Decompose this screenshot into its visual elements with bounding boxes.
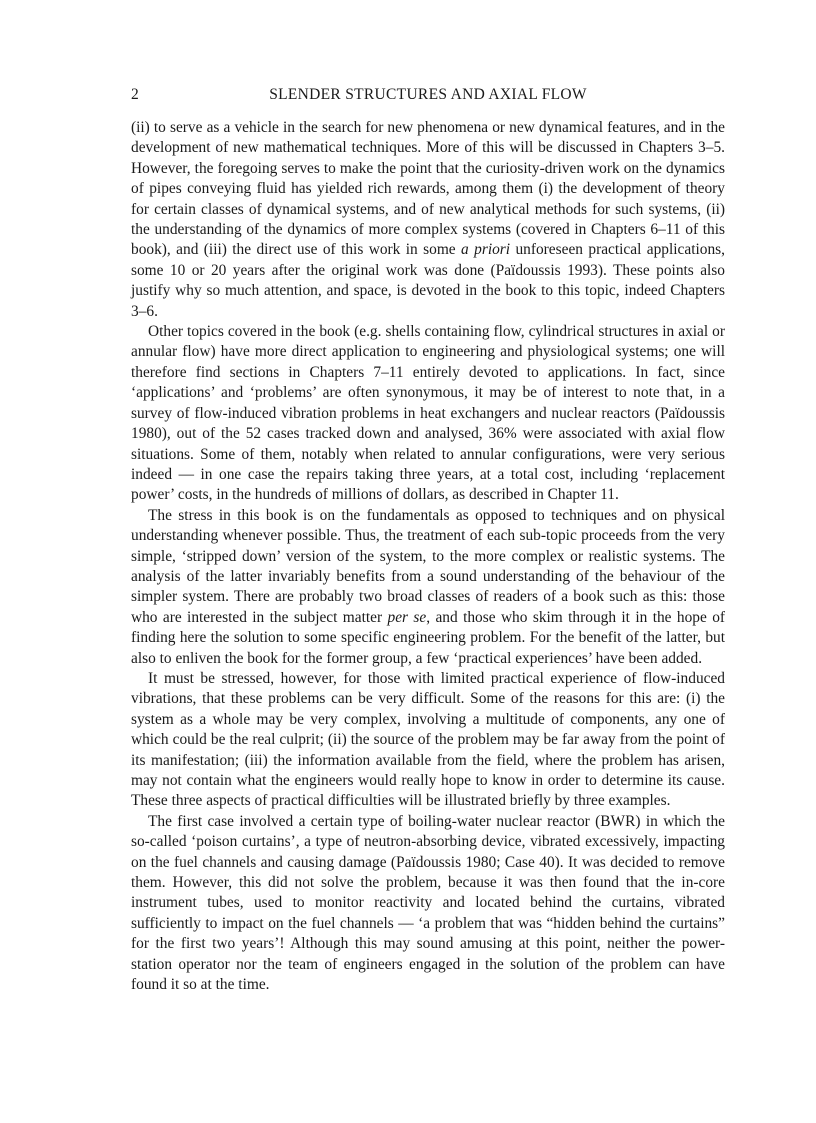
book-page bbox=[131, 84, 725, 995]
italic-term-a-priori: a priori bbox=[461, 241, 511, 259]
running-title: SLENDER STRUCTURES AND AXIAL FLOW bbox=[269, 86, 587, 103]
paragraph-4 bbox=[131, 669, 725, 812]
text-run: The first case involved a certain type of boiling-water nuclear reactor (BWR) in which the so-called ‘poison curtains’, a type of neutron-absorbing device, vibrated excessively, impacting on the fuel channels and causing damage (Païdoussis 1980; Case 40). It was decided to remove them. However, this did not solve the problem, because it was then found that the in-core instrument tubes, used to monitor reactivity and located behind the curtains, vibrated sufficiently to impact on the fuel channels — ‘a problem that was “hidden behind the curtains” for the first two years’! Although this may sound amusing at this point, neither the power-station operator nor the team of engineers engaged in the solution of the problem can have found it so at the time. bbox=[131, 812, 725, 994]
page-number: 2 bbox=[131, 86, 139, 103]
text-run: (ii) to serve as a vehicle in the search for new phenomena or new dynamical features, and in the development of new mathematical techniques. More of this will be discussed in Chapters 3–5. However, the foregoing serves to make the point that the curiosity-driven work on the dynamics of pipes conveying fluid has yielded rich rewards, among them (i) the development of theory for certain classes of dynamical systems, and of new analytical methods for such systems, (ii) the understanding of the dynamics of more complex systems (covered in Chapters 6–11 of this book), and (iii) the direct use of this work in some bbox=[131, 119, 725, 259]
italic-term-per-se: per se bbox=[387, 608, 427, 626]
text-run: It must be stressed, however, for those with limited practical experience of flow-induced vibrations, that these problems can be very difficult. Some of the reasons for this are: (i) the system as a whole may be very complex, involving a multitude of components, any one of which could be the real culprit; (ii) the source of the problem may be far away from the point of its manifestation; (iii) the information available from the field, where the problem has arisen, may not contain what the engineers would really hope to know in order to determine its cause. These three aspects of practical difficulties will be illustrated briefly by three examples. bbox=[131, 669, 725, 810]
paragraph-5 bbox=[131, 812, 725, 996]
paragraph-1 bbox=[131, 118, 725, 322]
text-run: Other topics covered in the book (e.g. shells containing flow, cylindrical structures in axial or annular flow) have more direct application to engineering and physiological systems; one will therefore find sections in Chapters 7–11 entirely devoted to applications. In fact, since ‘applications’ and ‘problems’ are often synonymous, it may be of interest to note that, in a survey of flow-induced vibration problems in heat exchangers and nuclear reactors (Païdoussis 1980), out of the 52 cases tracked down and analysed, 36% were associated with axial flow situations. Some of them, notably when related to annular configurations, were very serious indeed — in one case the repairs taking three years, at a total cost, including ‘replacement power’ costs, in the hundreds of millions of dollars, as described in Chapter 11. bbox=[131, 323, 725, 504]
text-run: unforeseen practical applications, some 10 or 20 years after the original work was done (Païdoussis 1993). These points also justify why so much attention, and space, is devoted in the book to this topic, indeed Chapters 3–6. bbox=[131, 241, 725, 320]
body-text bbox=[131, 118, 725, 995]
running-head bbox=[131, 84, 725, 106]
paragraph-2 bbox=[131, 322, 725, 506]
text-run: The stress in this book is on the fundamentals as opposed to techniques and on physical understanding whenever possible. Thus, the treatment of each sub-topic proceeds from the very simple, ‘stripped down’ version of the system, to the more complex or realistic systems. The analysis of the latter invariably benefits from a sound understanding of the behaviour of the simpler system. There are probably two broad classes of readers of a book such as this: those who are interested in the subject matter bbox=[131, 506, 725, 626]
text-run: , and those who skim through it in the hope of finding here the solution to some specific engineering problem. For the benefit of the latter, but also to enliven the book for the former group, a few ‘practical experiences’ have been added. bbox=[131, 608, 726, 667]
paragraph-3 bbox=[131, 506, 725, 669]
